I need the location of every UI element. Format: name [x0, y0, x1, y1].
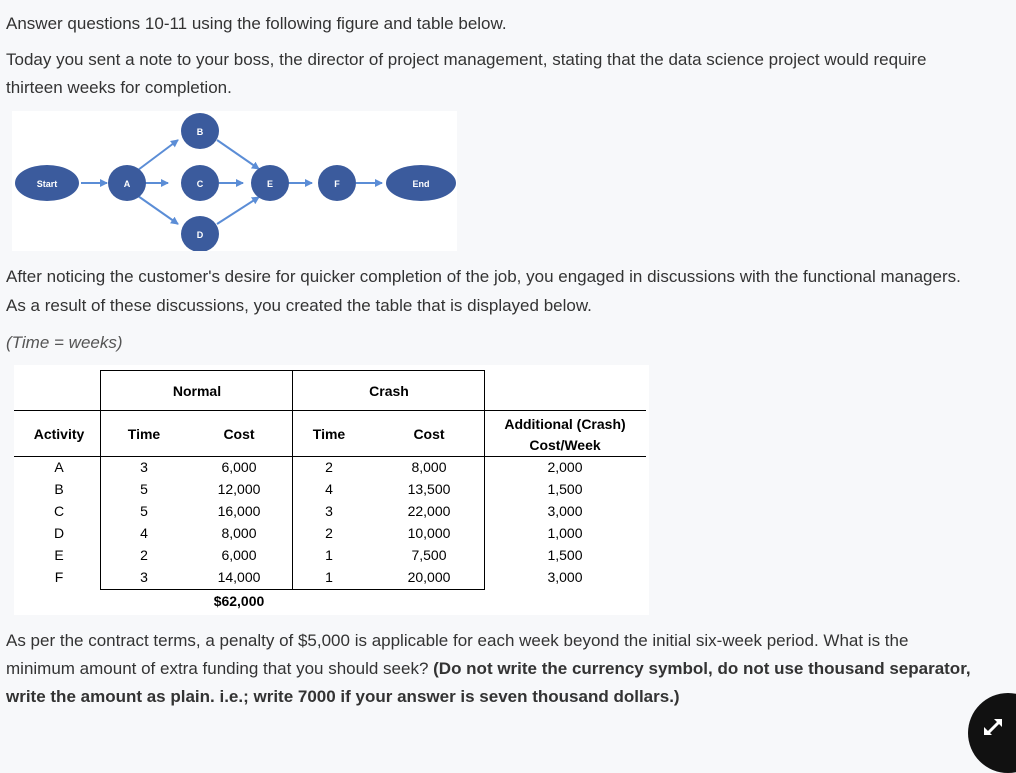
- expand-arrows-icon: [978, 711, 1016, 741]
- table-row: [14, 480, 646, 502]
- normal-time-cell: 4: [140, 525, 148, 541]
- intro-text: Answer questions 10-11 using the following figure and table below.: [6, 14, 507, 33]
- additional-cost-cell: 1,000: [547, 525, 583, 541]
- activity-cell: C: [53, 503, 65, 519]
- arrow-a-d: [138, 196, 178, 224]
- crash-cost-cell: 10,000: [407, 525, 451, 541]
- scenario-text-line2: thirteen weeks for completion.: [6, 78, 232, 97]
- discussion-text-line2: As a result of these discussions, you created the table that is displayed below.: [6, 296, 592, 315]
- crash-time-cell: 1: [325, 547, 333, 563]
- project-network-diagram: [12, 111, 457, 251]
- activity-column-header: Activity: [33, 426, 85, 442]
- answer-format-instruction-cont: write the amount as plain. i.e.; write 7000 if your answer is seven thousand dollars.): [6, 687, 680, 706]
- normal-cost-header: Cost: [223, 426, 255, 442]
- header-divider: [14, 410, 646, 411]
- normal-cost-cell: 6,000: [221, 459, 257, 475]
- crash-cost-cell: 8,000: [411, 459, 447, 475]
- normal-time-cell: 3: [140, 569, 148, 585]
- table-row: [14, 502, 646, 524]
- additional-cost-cell: 3,000: [547, 569, 583, 585]
- normal-time-cell: 5: [140, 481, 148, 497]
- activity-cell: A: [54, 459, 64, 475]
- crash-group-header: Crash: [369, 383, 409, 399]
- additional-cost-cell: 2,000: [547, 459, 583, 475]
- crash-time-header: Time: [312, 426, 346, 442]
- crash-time-cell: 2: [325, 459, 333, 475]
- crash-cost-header: Cost: [413, 426, 445, 442]
- discussion-text-line1: After noticing the customer's desire for quicker completion of the job, you engaged in discussions with the functional managers.: [6, 267, 961, 286]
- penalty-text-line3: [6, 683, 680, 711]
- node-d-label: D: [196, 230, 204, 240]
- node-b-label: B: [196, 127, 204, 137]
- crash-time-cell: 2: [325, 525, 333, 541]
- node-f-label: F: [334, 179, 340, 189]
- activity-cell: B: [54, 481, 64, 497]
- additional-cost-cell: 1,500: [547, 547, 583, 563]
- activity-cell: D: [53, 525, 65, 541]
- crash-cost-cell: 13,500: [407, 481, 451, 497]
- arrow-b-e: [217, 140, 259, 169]
- normal-cost-cell: 6,000: [221, 547, 257, 563]
- crash-time-cell: 1: [325, 569, 333, 585]
- crash-time-cell: 4: [325, 481, 333, 497]
- node-a-label: A: [123, 179, 131, 189]
- end-node-label: End: [412, 179, 430, 189]
- start-node-label: Start: [36, 179, 58, 189]
- total-normal-cost: $62,000: [213, 593, 265, 609]
- answer-format-instruction: (Do not write the currency symbol, do not use thousand separator,: [433, 659, 971, 678]
- node-e-label: E: [266, 179, 274, 189]
- normal-cost-cell: 16,000: [217, 503, 261, 519]
- scenario-text-line1: Today you sent a note to your boss, the director of project management, stating that the data science project would require: [6, 50, 927, 69]
- header-bottom-border: [14, 456, 646, 457]
- normal-cost-cell: 14,000: [217, 569, 261, 585]
- normal-cost-cell: 12,000: [217, 481, 261, 497]
- arrow-a-b: [138, 140, 178, 170]
- arrow-d-e: [217, 197, 259, 224]
- expand-button[interactable]: [968, 693, 1016, 773]
- table-row: [14, 568, 646, 590]
- normal-time-cell: 2: [140, 547, 148, 563]
- crash-cost-cell: 7,500: [411, 547, 447, 563]
- additional-cost-cell: 1,500: [547, 481, 583, 497]
- additional-cost-cell: 3,000: [547, 503, 583, 519]
- additional-cost-header-line2: Cost/Week: [529, 437, 601, 453]
- node-c-label: C: [196, 179, 204, 189]
- normal-time-cell: 5: [140, 503, 148, 519]
- crash-cost-cell: 22,000: [407, 503, 451, 519]
- table-row: [14, 524, 646, 546]
- penalty-text-line1: As per the contract terms, a penalty of $5,000 is applicable for each week beyond the initial six-week period. What is the: [6, 631, 909, 650]
- table-row: [14, 458, 646, 480]
- table-row: [14, 546, 646, 568]
- normal-time-header: Time: [127, 426, 161, 442]
- activity-cell: F: [54, 569, 64, 585]
- penalty-text-line2: [6, 655, 971, 683]
- crash-cost-table: [14, 365, 649, 615]
- normal-cost-cell: 8,000: [221, 525, 257, 541]
- activity-cell: E: [54, 547, 64, 563]
- penalty-question-text: minimum amount of extra funding that you should seek?: [6, 659, 434, 678]
- additional-cost-header-line1: Additional (Crash): [504, 416, 626, 432]
- crash-cost-cell: 20,000: [407, 569, 451, 585]
- units-note: (Time = weeks): [6, 333, 123, 352]
- normal-time-cell: 3: [140, 459, 148, 475]
- normal-group-header: Normal: [172, 383, 222, 399]
- crash-time-cell: 3: [325, 503, 333, 519]
